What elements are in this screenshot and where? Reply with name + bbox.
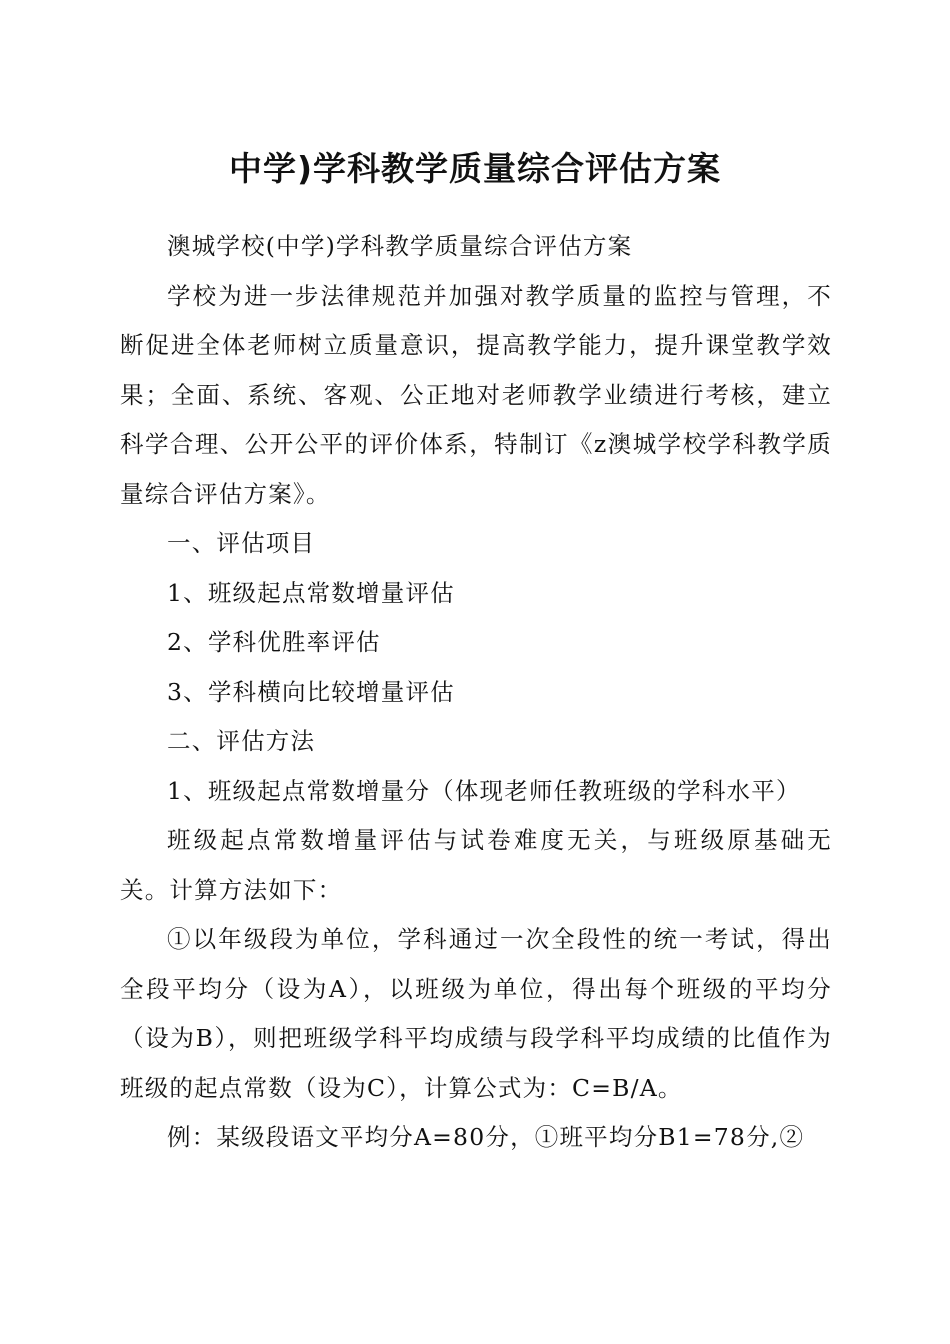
section-heading-evaluation-items: 一、评估项目: [167, 529, 316, 557]
paragraph-method-description: 班级起点常数增量评估与试卷难度无关，与班级原基础无关。计算方法如下：: [120, 826, 832, 904]
method-heading-class-baseline: 1、班级起点常数增量分（体现老师任教班级的学科水平）: [167, 776, 801, 805]
paragraph-example: 例：某级段语文平均分A=80分，①班平均分B1=78分,②: [167, 1123, 805, 1151]
document-body: [120, 222, 832, 1163]
section-heading-evaluation-methods: 二、评估方法: [167, 727, 316, 755]
document-title: 中学)学科教学质量综合评估方案: [228, 149, 722, 188]
paragraph-intro: 学校为进一步法律规范并加强对教学质量的监控与管理，不断促进全体老师树立质量意识，提高教学能力，提升课堂教学效果；全面、系统、客观、公正地对老师教学业绩进行考核，建立科学合理、公开公平的评价体系，特制订《z澳城学校学科教学质量综合评估方案》。: [120, 281, 832, 508]
list-item-horizontal-comparison: 3、学科横向比较增量评估: [167, 677, 455, 706]
paragraph-heading-school: 澳城学校(中学)学科教学质量综合评估方案: [167, 232, 633, 260]
paragraph-formula: ①以年级段为单位，学科通过一次全段性的统一考试，得出全段平均分（设为A），以班级为单位，得出每个班级的平均分（设为B），则把班级学科平均成绩与段学科平均成绩的比值作为班级的起点常数（设为C），计算公式为：C=B/A。: [120, 925, 832, 1102]
list-item-class-baseline: 1、班级起点常数增量评估: [167, 578, 455, 607]
list-item-subject-win-rate: 2、学科优胜率评估: [167, 628, 381, 656]
